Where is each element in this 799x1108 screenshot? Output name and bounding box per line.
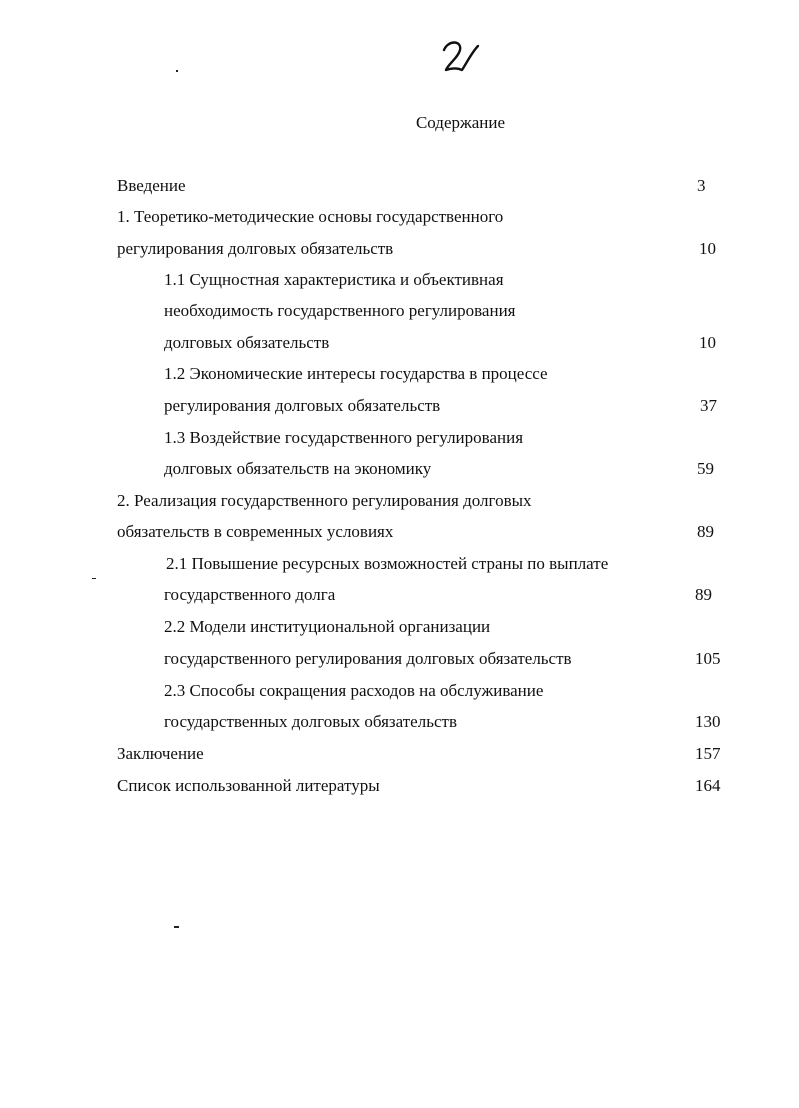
toc-page-ch1: 10 [699, 239, 716, 258]
toc-entry-s22-line2: государственного регулирования долговых обязательств [164, 649, 572, 668]
toc-entry-s22-line1: 2.2 Модели институциональной организации [164, 617, 491, 636]
toc-page-s22: 105 [695, 649, 721, 668]
toc-entry-conclusion: Заключение [117, 744, 204, 763]
toc-entry-s11-line1: 1.1 Сущностная характеристика и объективная [164, 270, 504, 289]
scan-speck [92, 578, 96, 579]
toc-entry-s21-line1: 2.1 Повышение ресурсных возможностей страны по выплате [166, 554, 609, 573]
toc-entry-ch2-line1: 2. Реализация государственного регулирования долговых [117, 491, 532, 510]
toc-entry-s21-line2: государственного долга [164, 585, 336, 604]
toc-entry-ch1-line2: регулирования долговых обязательств [117, 239, 394, 258]
toc-entry-s13-line2: долговых обязательств на экономику [164, 459, 432, 478]
toc-entry-s12-line1: 1.2 Экономические интересы государства в процессе [164, 364, 548, 383]
toc-page-ch2: 89 [697, 522, 714, 541]
toc-entry-ch1-line1: 1. Теоретико-методические основы государственного [117, 207, 504, 226]
toc-entry-intro: Введение [117, 176, 186, 195]
toc-page-references: 164 [695, 776, 721, 795]
toc-page-s11: 10 [699, 333, 716, 352]
toc-entry-s12-line2: регулирования долговых обязательств [164, 396, 441, 415]
toc-entry-references: Список использованной литературы [117, 776, 380, 795]
toc-entry-s11-line2: необходимость государственного регулирования [164, 301, 516, 320]
scan-speck [174, 926, 179, 928]
toc-page-intro: 3 [697, 176, 706, 195]
scan-speck [176, 70, 178, 72]
toc-entry-s11-line3: долговых обязательств [164, 333, 330, 352]
handwritten-page-number [438, 38, 486, 78]
toc-page-s23: 130 [695, 712, 721, 731]
toc-page-conclusion: 157 [695, 744, 721, 763]
toc-entry-s13-line1: 1.3 Воздействие государственного регулирования [164, 428, 524, 447]
toc-page-s13: 59 [697, 459, 714, 478]
toc-page-s21: 89 [695, 585, 712, 604]
page-title: Содержание [415, 113, 506, 132]
toc-entry-ch2-line2: обязательств в современных условиях [117, 522, 394, 541]
toc-entry-s23-line1: 2.3 Способы сокращения расходов на обслуживание [164, 681, 544, 700]
toc-page-s12: 37 [700, 396, 717, 415]
toc-entry-s23-line2: государственных долговых обязательств [164, 712, 457, 731]
